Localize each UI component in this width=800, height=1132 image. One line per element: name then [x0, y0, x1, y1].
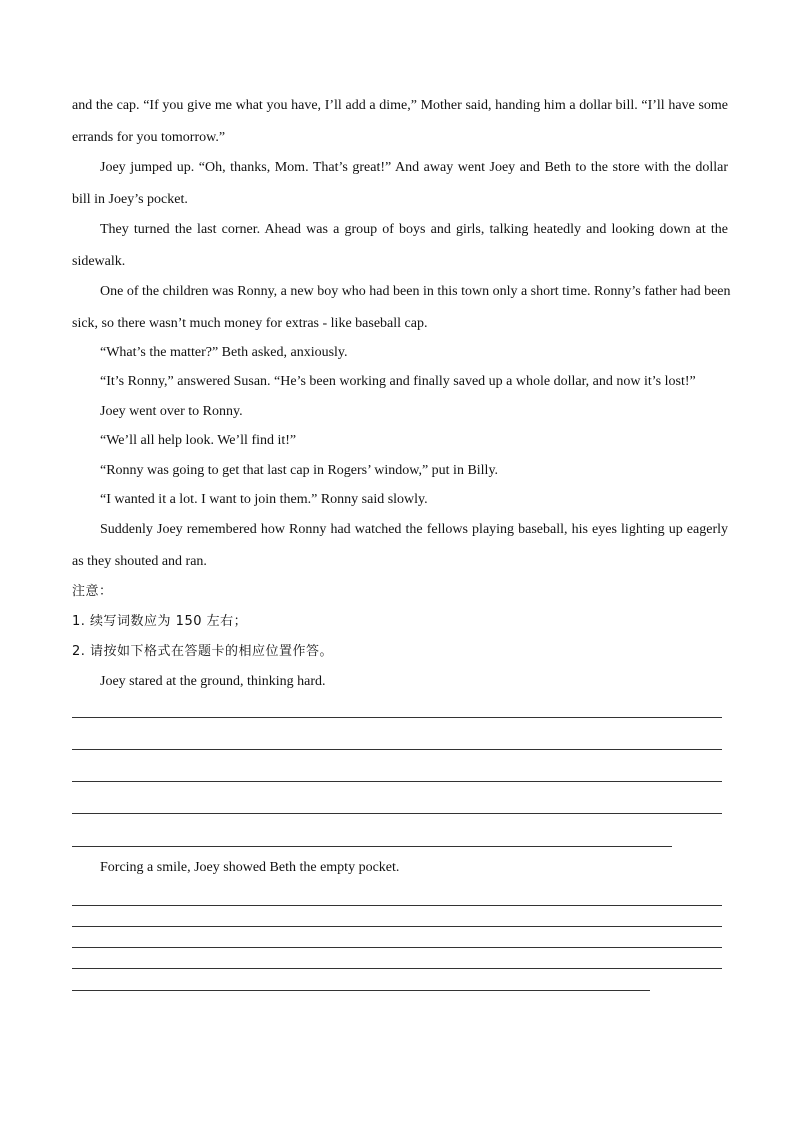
passage-line-5: They turned the last corner. Ahead was a group of boys and girls, talking heatedly and looking down at the — [100, 222, 728, 237]
passage-line-2: errands for you tomorrow.” — [72, 130, 226, 145]
passage-line-10: “It’s Ronny,” answered Susan. “He’s been working and finally saved up a whole dollar, and now it’s lost!” — [100, 374, 696, 389]
prompt-paragraph-1: Joey stared at the ground, thinking hard. — [100, 674, 326, 689]
answer-line[interactable] — [72, 990, 650, 991]
passage-line-4: bill in Joey’s pocket. — [72, 192, 188, 207]
passage-line-7: One of the children was Ronny, a new boy who had been in this town only a short time. Ronny’s father had been — [100, 284, 731, 299]
notes-heading: 注意： — [72, 584, 113, 599]
passage-line-13: “Ronny was going to get that last cap in Rogers’ window,” put in Billy. — [100, 463, 499, 478]
answer-line[interactable] — [72, 781, 722, 782]
answer-line[interactable] — [72, 905, 722, 906]
passage-line-6: sidewalk. — [72, 254, 126, 269]
answer-line[interactable] — [72, 947, 722, 948]
passage-line-9: “What’s the matter?” Beth asked, anxiously. — [100, 345, 348, 360]
answer-line[interactable] — [72, 968, 722, 969]
passage-line-16: as they shouted and ran. — [72, 554, 207, 569]
passage-line-15: Suddenly Joey remembered how Ronny had watched the fellows playing baseball, his eyes lighting up eagerly — [100, 522, 728, 537]
passage-line-3: Joey jumped up. “Oh, thanks, Mom. That’s great!” And away went Joey and Beth to the store with the dollar — [100, 160, 728, 175]
answer-line[interactable] — [72, 749, 722, 750]
answer-line[interactable] — [72, 717, 722, 718]
notes-item-1: 1. 续写词数应为 150 左右； — [72, 614, 248, 629]
answer-line[interactable] — [72, 926, 722, 927]
passage-line-1: and the cap. “If you give me what you have, I’ll add a dime,” Mother said, handing him a dollar bill. “I’ll have some — [72, 98, 728, 113]
passage-line-8: sick, so there wasn’t much money for extras - like baseball cap. — [72, 316, 428, 331]
passage-line-14: “I wanted it a lot. I want to join them.” Ronny said slowly. — [100, 492, 428, 507]
notes-item-2: 2. 请按如下格式在答题卡的相应位置作答。 — [72, 644, 334, 659]
answer-line[interactable] — [72, 813, 722, 814]
passage-line-12: “We’ll all help look. We’ll find it!” — [100, 433, 297, 448]
prompt-paragraph-2: Forcing a smile, Joey showed Beth the empty pocket. — [100, 860, 400, 875]
answer-line[interactable] — [72, 846, 672, 847]
passage-line-11: Joey went over to Ronny. — [100, 404, 243, 419]
